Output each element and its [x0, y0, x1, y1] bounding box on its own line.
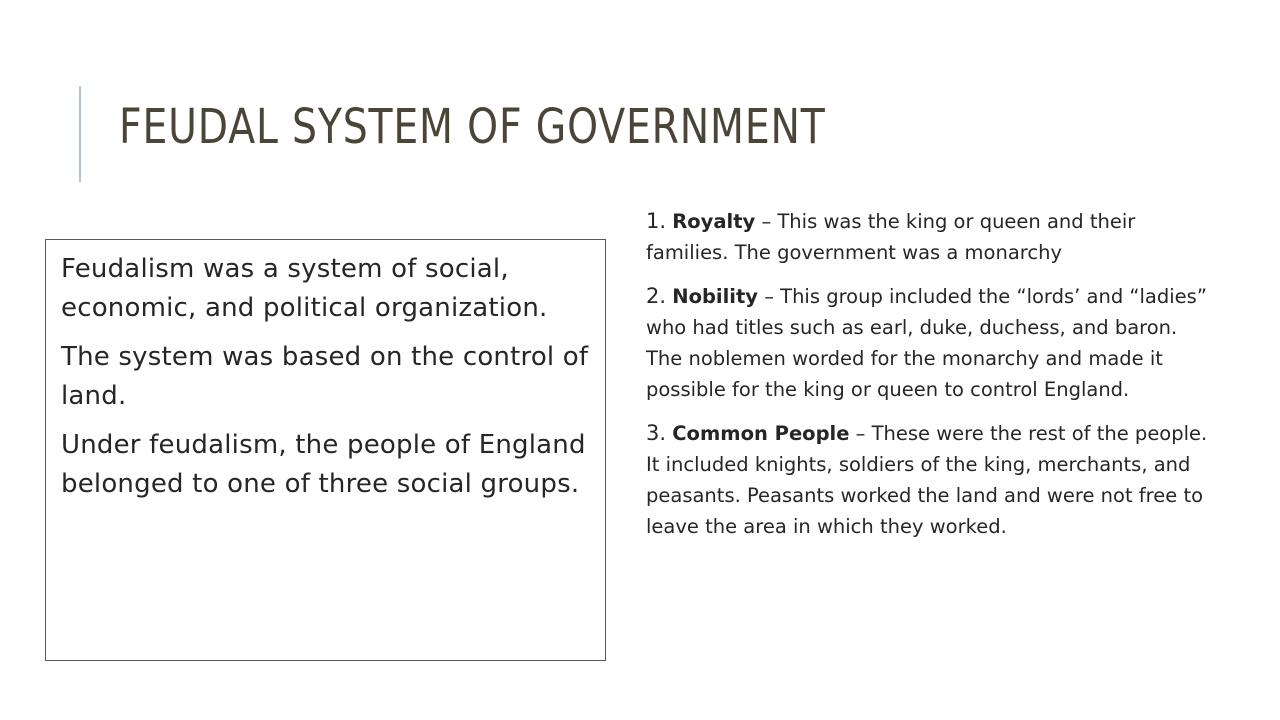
group-item-common-people	[646, 418, 1216, 542]
group-name: Royalty	[672, 210, 756, 233]
group-item-royalty	[646, 206, 1216, 268]
slide-title: FEUDAL SYSTEM OF GOVERNMENT	[119, 99, 826, 155]
group-number: 2.	[646, 284, 667, 308]
group-description: – This was the king or queen and their families. The government was a monarchy	[646, 210, 1136, 264]
left-text-box	[45, 239, 606, 661]
group-name: Nobility	[672, 285, 759, 308]
group-item-nobility	[646, 281, 1216, 405]
left-paragraph-2: The system was based on the control of land.	[61, 342, 589, 411]
left-paragraph-3: Under feudalism, the people of England belonged to one of three social groups.	[61, 430, 586, 499]
group-name: Common People	[672, 422, 850, 445]
left-paragraph-1: Feudalism was a system of social, economic, and political organization.	[61, 254, 548, 323]
group-description: – These were the rest of the people. It included knights, soldiers of the king, merchants, and peasants. Peasants worked the land and were not free to leave the area in which they worked.	[646, 422, 1208, 538]
social-groups-list	[646, 206, 1216, 555]
group-number: 1.	[646, 209, 667, 233]
group-description: – This group included the “lords’ and “ladies” who had titles such as earl, duke, duchess, and baron. The noblemen worded for the monarchy and made it possible for the king or queen to control England.	[646, 285, 1207, 401]
title-accent-bar	[79, 86, 81, 182]
group-number: 3.	[646, 421, 667, 445]
